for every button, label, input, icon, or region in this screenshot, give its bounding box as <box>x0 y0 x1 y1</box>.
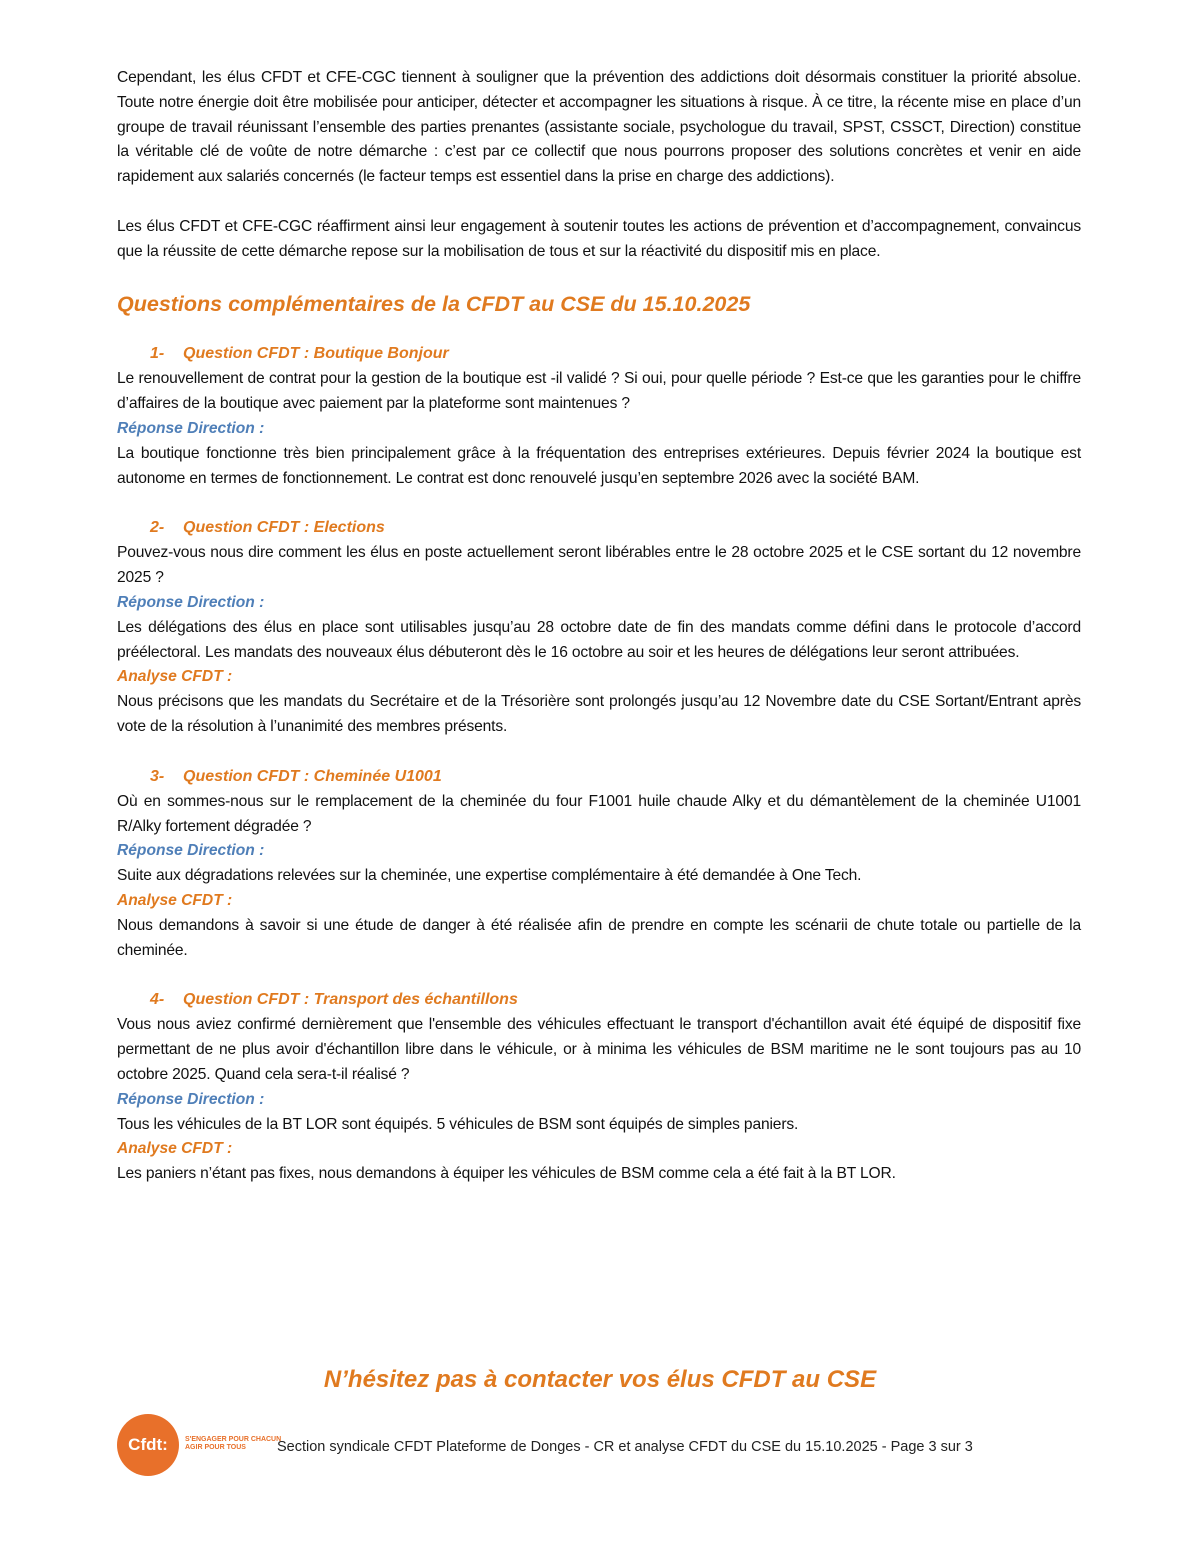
intro-paragraph: Cependant, les élus CFDT et CFE-CGC tiennent à souligner que la prévention des addictions doit désormais constituer la priorité absolue. Toute notre énergie doit être mobilisée pour anticiper, détecter et accompagner les situations à risque. À ce titre, la récente mise en place d’un groupe de travail réunissant l’ensemble des parties prenantes (assistante sociale, psychologue du travail, SPST, CSSCT, Direction) constitue la véritable clé de voûte de notre démarche : c’est par ce collectif que nous pourrons proposer des solutions concrètes et venir en aide rapidement aux salariés concernés (le facteur temps est essentiel dans la prise en charge des addictions). <box>117 69 1081 186</box>
question-number: 3- <box>150 767 165 785</box>
analysis-text: Les paniers n’étant pas fixes, nous demandons à équiper les véhicules de BSM comme cela a été fait à la BT LOR. <box>117 1165 896 1183</box>
question-block <box>117 515 1081 739</box>
question-number: 2- <box>150 519 165 537</box>
question-number: 4- <box>150 991 165 1009</box>
tagline-line: S'ENGAGER POUR CHACUN <box>185 1436 282 1443</box>
response-text: La boutique fonctionne très bien principalement grâce à la fréquentation des entreprises extérieures. Depuis février 2024 la boutique est autonome en termes de fonctionnement. Le contrat est donc renouvelé jusqu’en septembre 2026 avec la société BAM. <box>117 444 1081 487</box>
question-block <box>117 764 1081 964</box>
analysis-text: Nous demandons à savoir si une étude de danger à été réalisée afin de prendre en compte les scénarii de chute totale ou partielle de la cheminée. <box>117 916 1081 959</box>
question-title <box>117 341 1081 367</box>
intro-paragraph: Les élus CFDT et CFE-CGC réaffirment ainsi leur engagement à soutenir toutes les actions de prévention et d’accompagnement, convaincus que la réussite de cette démarche repose sur la mobilisation de tous et sur la réactivité du dispositif mis en place. <box>117 217 1081 260</box>
document-body <box>117 66 1081 1211</box>
question-text: Le renouvellement de contrat pour la gestion de la boutique est -il validé ? Si oui, pour quelle période ? Est-ce que les garanties pour le chiffre d’affaires de la boutique avec paiement par la plateforme sont maintenues ? <box>117 370 1081 413</box>
response-label: Réponse Direction : <box>117 593 265 611</box>
response-label: Réponse Direction : <box>117 419 265 437</box>
question-title-text: Question CFDT : Elections <box>183 519 385 537</box>
question-title-text: Question CFDT : Cheminée U1001 <box>183 767 442 785</box>
question-title <box>117 515 1081 541</box>
question-title-text: Question CFDT : Boutique Bonjour <box>183 345 449 363</box>
response-text: Tous les véhicules de la BT LOR sont équipés. 5 véhicules de BSM sont équipés de simples paniers. <box>117 1115 799 1133</box>
section-title: Questions complémentaires de la CFDT au CSE du 15.10.2025 <box>117 292 751 317</box>
logo-tagline <box>185 1436 281 1452</box>
question-block <box>117 987 1081 1187</box>
question-title-text: Question CFDT : Transport des échantillons <box>183 991 518 1009</box>
response-label: Réponse Direction : <box>117 842 265 860</box>
cfdt-logo: Cfdt: <box>117 1414 179 1476</box>
question-text: Pouvez-vous nous dire comment les élus en poste actuellement seront libérables entre le 28 octobre 2025 et le CSE sortant du 12 novembre 2025 ? <box>117 544 1081 587</box>
question-text: Vous nous aviez confirmé dernièrement que l'ensemble des véhicules effectuant le transport d'échantillon avait été équipé de dispositif fixe permettant de ne plus avoir d'échantillon libre dans le véhicule, or à minima les véhicules de BSM maritime ne le sont toujours pas au 10 octobre 2025. Quand cela sera-t-il réalisé ? <box>117 1016 1081 1083</box>
response-text: Suite aux dégradations relevées sur la cheminée, une expertise complémentaire à été demandée à One Tech. <box>117 867 862 885</box>
analysis-label: Analyse CFDT : <box>117 891 233 909</box>
question-block <box>117 341 1081 491</box>
question-title <box>117 987 1081 1013</box>
footer-text: Section syndicale CFDT Plateforme de Donges - CR et analyse CFDT du CSE du 15.10.2025 - Page 3 sur 3 <box>277 1439 973 1455</box>
question-text: Où en sommes-nous sur le remplacement de la cheminée du four F1001 huile chaude Alky et du démantèlement de la cheminée U1001 R/Alky fortement dégradée ? <box>117 792 1081 835</box>
response-text: Les délégations des élus en place sont utilisables jusqu’au 28 octobre date de fin des mandats comme défini dans le protocole d’accord préélectoral. Les mandats des nouveaux élus débuteront dès le 16 octobre au soir et les heures de délégations leur seront attribuées. <box>117 618 1081 661</box>
questions-list <box>117 341 1081 1187</box>
question-title <box>117 764 1081 790</box>
analysis-label: Analyse CFDT : <box>117 1140 233 1158</box>
tagline-line: AGIR POUR TOUS <box>185 1444 246 1451</box>
question-number: 1- <box>150 345 165 363</box>
response-label: Réponse Direction : <box>117 1090 265 1108</box>
analysis-label: Analyse CFDT : <box>117 668 233 686</box>
contact-banner: N’hésitez pas à contacter vos élus CFDT au CSE <box>323 1366 877 1393</box>
footer <box>117 1414 1081 1480</box>
analysis-text: Nous précisons que les mandats du Secrétaire et de la Trésorière sont prolongés jusqu’au 12 Novembre date du CSE Sortant/Entrant après vote de la résolution à l’unanimité des membres présents. <box>117 693 1081 735</box>
